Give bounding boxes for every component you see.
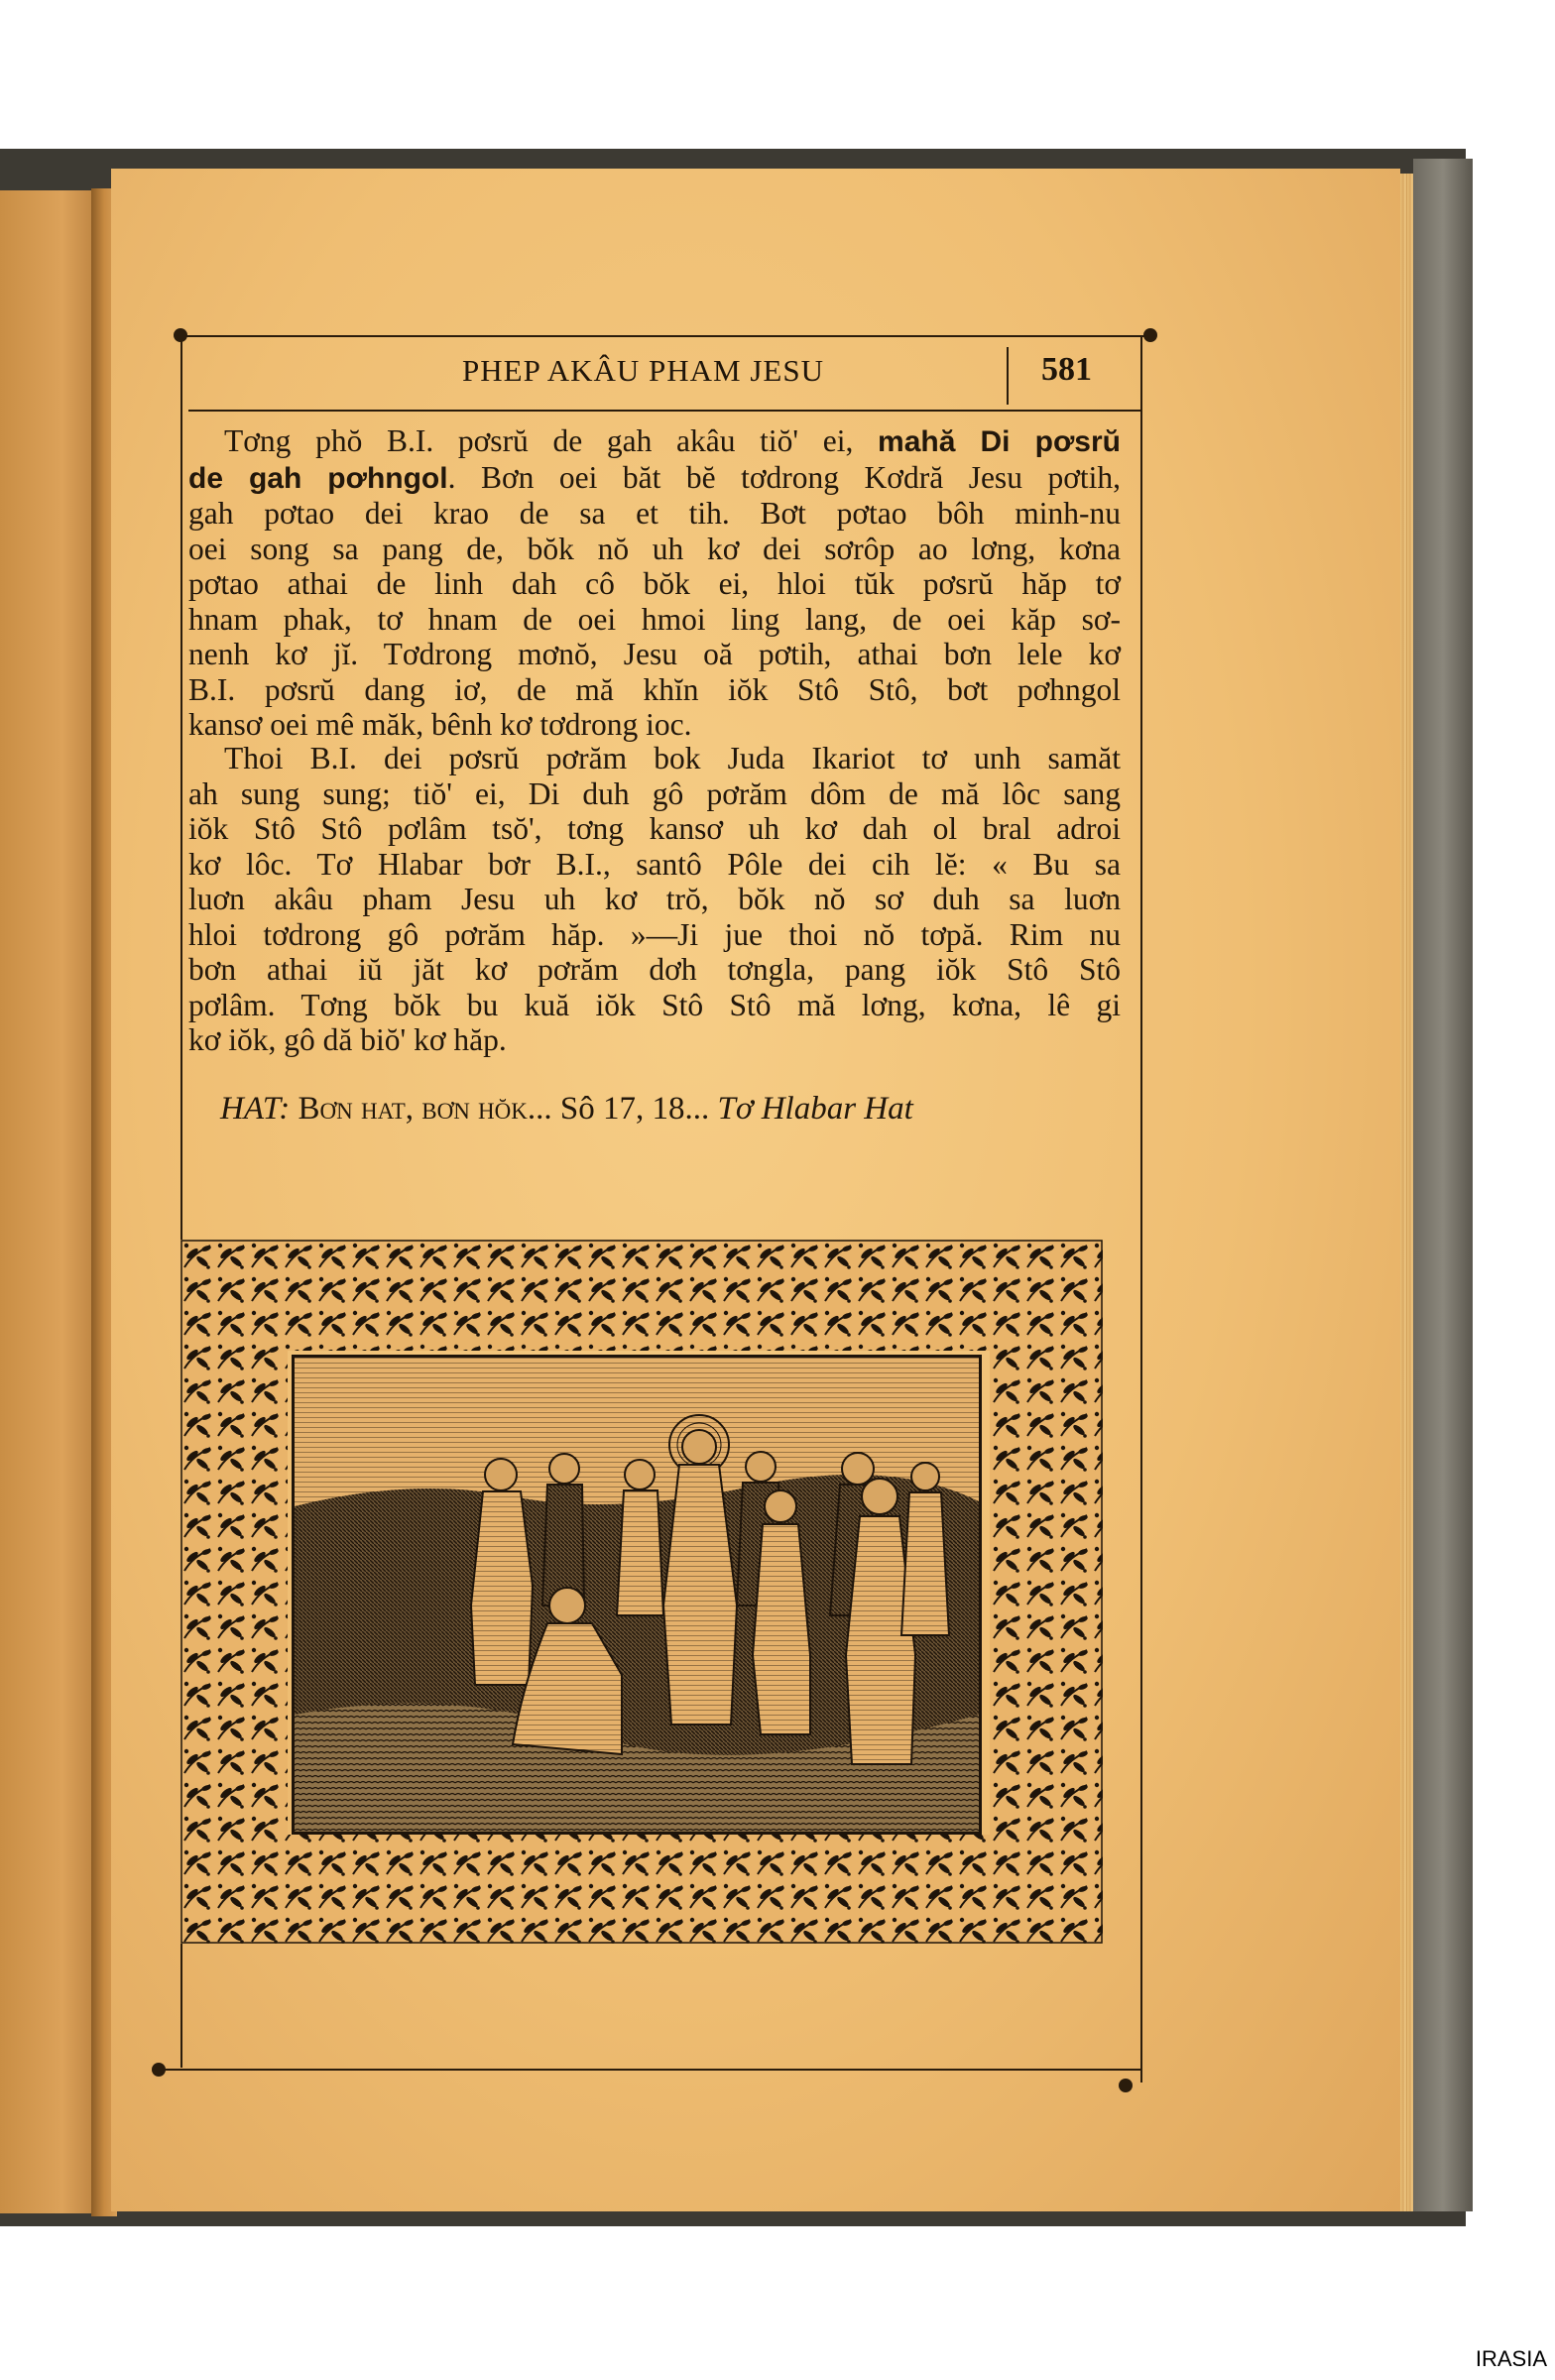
right-frame-rule <box>1140 337 1142 2082</box>
paragraph-2 <box>188 741 1121 1058</box>
engraving-illustration <box>292 1355 982 1835</box>
paragraph-1 <box>188 423 1121 743</box>
hymn-number: Sô 17, 18... <box>559 1091 710 1127</box>
text-line: bơn athai iŭ jăt kơ pơrăm dơh tơngla, pang iŏk Stô Stô <box>188 952 1121 987</box>
text-line: Thoi B.I. dei pơsrŭ pơrăm bok Juda Ikariot tơ unh samăt <box>224 741 1121 775</box>
text-line: kơ iŏk, gô dă biŏ' kơ hăp. <box>188 1022 507 1057</box>
running-head: PHEP AKÂU PHAM JESU <box>462 353 824 388</box>
text-line: pơlâm. Tơng bŏk bu kuă iŏk Stô Stô mă lơng, kơna, lê gi <box>188 987 1121 1022</box>
frame-corner-ornament <box>152 2063 166 2077</box>
text-line: oei song sa pang de, bŏk nŏ uh kơ dei sơrôp ao lơng, kơna <box>188 531 1121 566</box>
text-line: gah pơtao dei krao de sa et tih. Bơt pơtao bôh minh-nu <box>188 496 1121 531</box>
text-line: ah sung sung; tiŏ' ei, Di duh gô pơrăm dôm de mă lôc sang <box>188 775 1121 811</box>
text-line: Tơng phŏ B.I. pơsrŭ de gah akâu tiŏ' ei, mahă Di pơsrŭ <box>224 423 1121 458</box>
text-line: de gah pơhngol. Bơn oei băt bĕ tơdrong Kơdră Jesu pơtih, <box>188 459 1121 495</box>
hymn-title: Bơn hat, bơn hŏk... <box>298 1091 552 1127</box>
bottom-frame-rule <box>159 2069 1140 2071</box>
source-credit: IRASIA <box>1475 2346 1547 2371</box>
hymn-source: Tơ Hlabar Hat <box>717 1091 913 1127</box>
header-divider-rule <box>188 410 1140 412</box>
hymn-label: HAT: <box>220 1091 291 1127</box>
left-page-edge <box>0 190 104 2213</box>
text-line: pơtao athai de linh dah cô bŏk ei, hloi tŭk pơsrŭ hăp tơ <box>188 566 1121 601</box>
text-line: luơn akâu pham Jesu uh kơ trŏ, bŏk nŏ sơ duh sa luơn <box>188 882 1121 916</box>
header-number-separator <box>1007 347 1009 405</box>
page-number: 581 <box>1041 351 1092 388</box>
hymn-reference <box>220 1091 1113 1128</box>
text-line: hloi tơdrong gô pơrăm hăp. »—Ji jue thoi nŏ tơpă. Rim nu <box>188 916 1121 952</box>
text-line: iŏk Stô Stô pơlâm tsŏ', tơng kansơ uh kơ dah ol bral adroi <box>188 811 1121 846</box>
text-line: kansơ oei mê măk, bênh kơ tơdrong ioc. <box>188 707 692 742</box>
back-cover-edge <box>1413 159 1473 2211</box>
frame-corner-ornament <box>1119 2079 1133 2092</box>
text-line: kơ lôc. Tơ Hlabar bơr B.I., santô Pôle dei cih lĕ: « Bu sa <box>188 846 1121 882</box>
text-line: B.I. pơsrŭ dang iơ, de mă khĭn iŏk Stô Stô, bơt pơhngol <box>188 671 1121 707</box>
text-line: nenh kơ jĭ. Tơdrong mơnŏ, Jesu oă pơtih, athai bơn lele kơ <box>188 637 1121 671</box>
top-frame-rule <box>180 335 1152 337</box>
text-line: hnam phak, tơ hnam de oei hmoi ling lang, de oei kăp sơ- <box>188 601 1121 637</box>
frame-corner-ornament <box>1143 328 1157 342</box>
